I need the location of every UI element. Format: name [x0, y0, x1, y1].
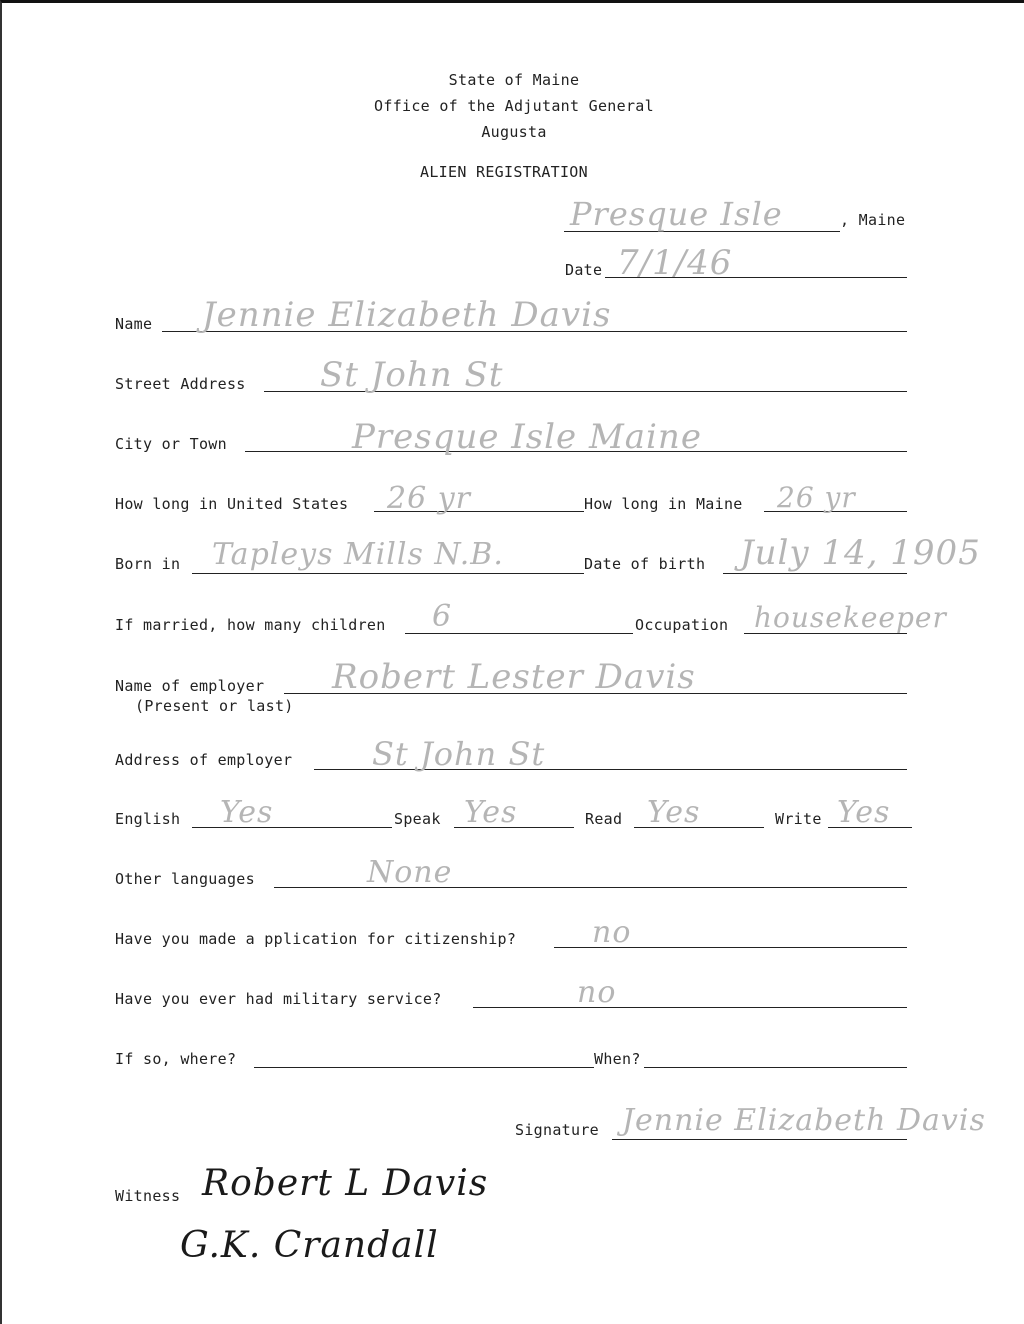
how-long-maine-label: How long in Maine [584, 495, 743, 513]
city-value: Presque Isle Maine [352, 417, 702, 457]
header-city: Augusta [481, 123, 547, 141]
speak-value: Yes [464, 795, 518, 830]
witness-signature: Robert L Davis [202, 1163, 489, 1204]
employer-address-label: Address of employer [115, 751, 293, 769]
name-label: Name [115, 315, 153, 333]
other-languages-value: None [367, 855, 453, 890]
employer-address-value: St John St [372, 735, 546, 773]
when-line [644, 1067, 907, 1068]
form-title: ALIEN REGISTRATION [420, 163, 588, 181]
citizenship-label: Have you made a pplication for citizenship? [115, 930, 517, 948]
employer-sublabel: (Present or last) [135, 697, 294, 715]
signature-line [612, 1139, 907, 1140]
occupation-label: Occupation [635, 616, 729, 634]
employer-value: Robert Lester Davis [332, 657, 696, 697]
english-label: English [115, 810, 181, 828]
date-of-birth-line [723, 573, 907, 574]
signature-value: Jennie Elizabeth Davis [622, 1103, 986, 1138]
read-label: Read [585, 810, 623, 828]
military-line [473, 1007, 907, 1008]
when-label: When? [594, 1050, 641, 1068]
witness-second-signature: G.K. Crandall [180, 1225, 439, 1266]
signature-label: Signature [515, 1121, 599, 1139]
write-value: Yes [837, 795, 891, 830]
how-long-us-value: 26 yr [387, 481, 471, 516]
military-label: Have you ever had military service? [115, 990, 442, 1008]
date-of-birth-label: Date of birth [584, 555, 706, 573]
other-languages-label: Other languages [115, 870, 255, 888]
header-state: State of Maine [448, 71, 580, 89]
military-value: no [577, 975, 617, 1010]
born-in-line [192, 573, 584, 574]
witness-label: Witness [115, 1187, 181, 1205]
date-of-birth-value: July 14, 1905 [740, 533, 981, 573]
how-long-maine-value: 26 yr [777, 481, 856, 514]
occupation-value: housekeeper [754, 601, 947, 634]
where-line [254, 1067, 594, 1068]
english-value: Yes [220, 795, 274, 830]
header-office: Office of the Adjutant General [374, 97, 654, 115]
street-value: St John St [320, 355, 504, 395]
name-value: Jennie Elizabeth Davis [202, 295, 612, 335]
employer-label: Name of employer [115, 677, 265, 695]
street-label: Street Address [115, 375, 246, 393]
place-suffix: , Maine [840, 211, 906, 229]
read-value: Yes [647, 795, 701, 830]
place-value: Presque Isle [570, 195, 783, 233]
date-value: 7/1/46 [617, 243, 733, 283]
born-in-label: Born in [115, 555, 181, 573]
how-long-us-label: How long in United States [115, 495, 349, 513]
children-value: 6 [432, 599, 453, 634]
born-in-value: Tapleys Mills N.B. [212, 537, 504, 572]
children-label: If married, how many children [115, 616, 386, 634]
where-label: If so, where? [115, 1050, 237, 1068]
speak-label: Speak [394, 810, 441, 828]
date-label: Date [565, 261, 603, 279]
city-label: City or Town [115, 435, 227, 453]
write-label: Write [775, 810, 822, 828]
citizenship-value: no [592, 915, 632, 950]
